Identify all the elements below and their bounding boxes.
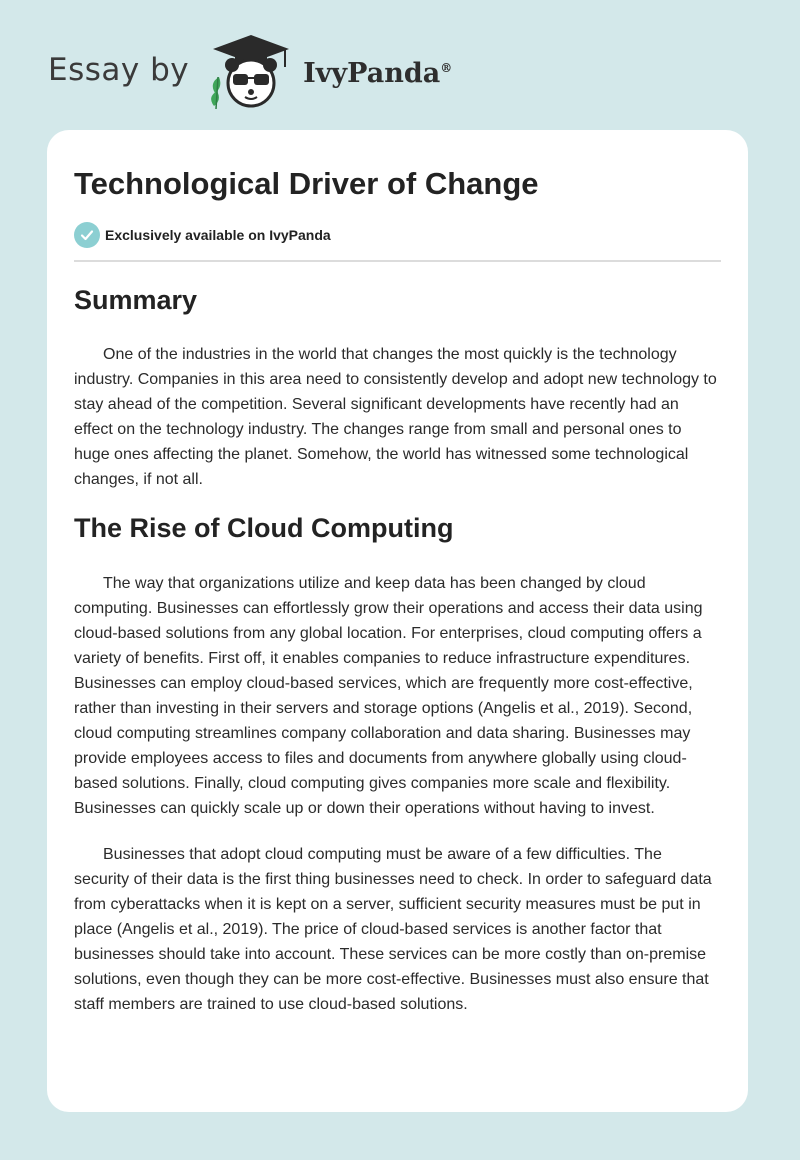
essay-card <box>47 130 748 1112</box>
brand-name[interactable]: IvyPanda® <box>303 57 453 89</box>
essay-by-label: Essay by <box>48 52 190 88</box>
registered-mark: ® <box>440 60 453 75</box>
section-heading-summary: Summary <box>74 285 198 315</box>
cloud-paragraph-1: The way that organizations utilize and keep data has been changed by cloud computing. Businesses can effortlessly grow their operations and access their data using cloud-based solutions from any global location. For enterprises, cloud computing offers a variety of benefits. First off, it enables companies to reduce infrastructure expenditures. Businesses can employ cloud-based services, which are frequently more cost-effective, rather than investing in their servers and storage options (Angelis et al., 2019). Second, cloud computing streamlines company collaboration and data sharing. Businesses may provide employees access to files and documents from anywhere globally using cloud-based solutions. Finally, cloud computing gives companies more scale and flexibility. Businesses can quickly scale up or down their operations without having to invest. <box>74 575 703 817</box>
check-circle-icon <box>74 222 100 248</box>
section-heading-cloud-computing: The Rise of Cloud Computing <box>74 513 454 543</box>
badge-text: Exclusively available on IvyPanda <box>105 227 331 243</box>
panda-graduate-icon[interactable] <box>205 33 297 114</box>
divider <box>74 260 721 262</box>
exclusive-badge <box>74 222 721 248</box>
page-title: Technological Driver of Change <box>74 166 539 201</box>
cloud-paragraph-2: Businesses that adopt cloud computing must be aware of a few difficulties. The security of their data is the first thing businesses need to check. In order to safeguard data from cyberattacks when it is kept on a server, sufficient security measures must be put in place (Angelis et al., 2019). The price of cloud-based services is another factor that businesses should take into account. These services can be more costly than on-premise solutions, even though they can be more cost-effective. Businesses must also ensure that staff members are trained to use cloud-based solutions. <box>74 846 712 1013</box>
summary-paragraph: One of the industries in the world that changes the most quickly is the technology industry. Companies in this area need to consistently develop and adopt new technology to stay ahead of the competition. Several significant developments have recently had an effect on the technology industry. The changes range from small and personal ones to huge ones affecting the planet. Somehow, the world has witnessed some technological changes, if not all. <box>74 346 717 488</box>
site-header <box>48 30 548 120</box>
